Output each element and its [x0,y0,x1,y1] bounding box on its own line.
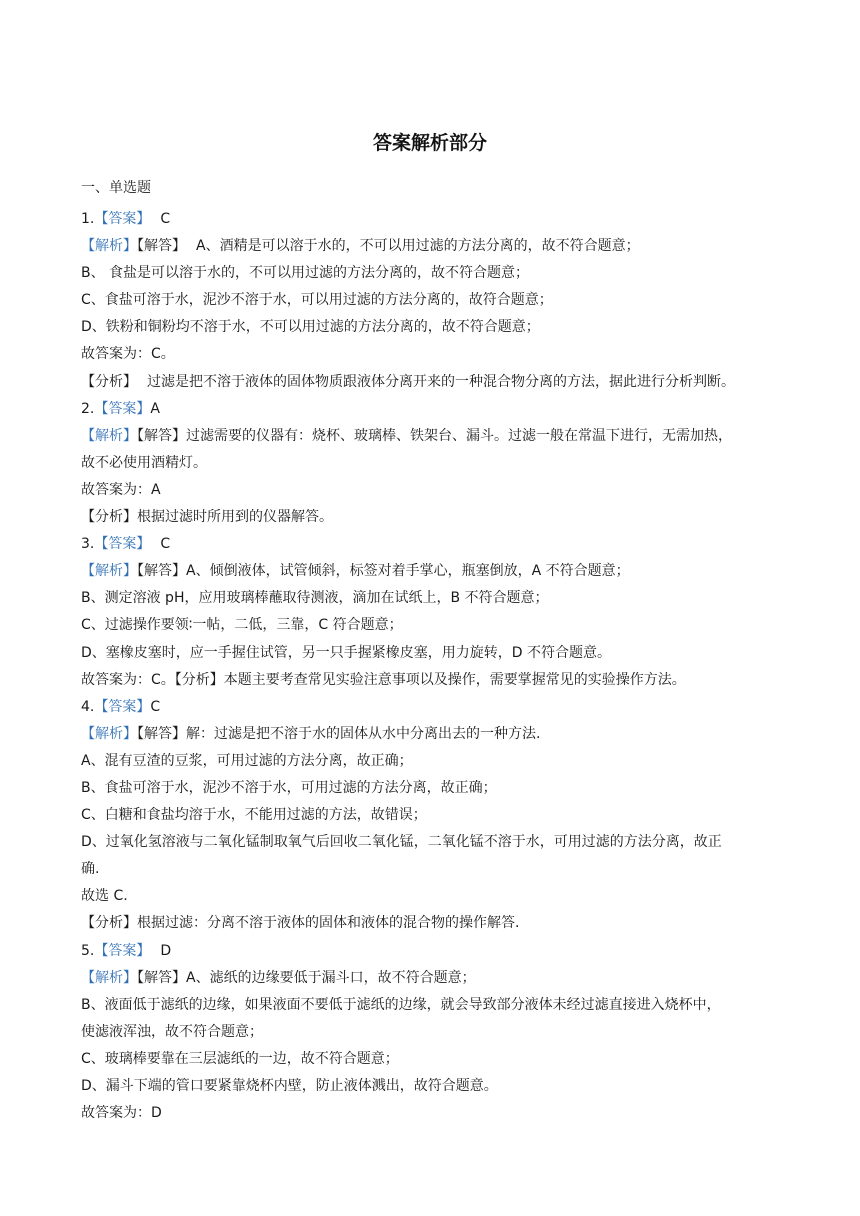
solution-tag: 【解答】 [137,238,186,255]
q1-analysis-line [81,369,781,396]
solution-tag: 【解答】 [137,969,186,986]
text-line: C、白糖和食盐均溶于水，不能用过滤的方法，故错误； [81,807,427,824]
q1-explain-line [81,233,781,260]
answer-tag: 【答案】 [94,942,151,959]
q2-analysis-line [81,504,781,531]
answer-value: D [160,942,172,959]
text-line: B、测定溶液 pH，应用玻璃棒蘸取待测液，滴加在试纸上，B 不符合题意； [81,590,549,607]
answer-value: C [160,211,171,227]
explain-tag: 【解析】 [81,427,137,444]
text-line: B、 食盐是可以溶于水的，不可以用过滤的方法分离的，故不符合题意； [81,265,530,282]
page-title: 答案解析部分 [372,132,487,154]
text-line: D、铁粉和铜粉均不溶于水，不可以用过滤的方法分离的，故不符合题意； [81,319,540,336]
text-line: 故不必使用酒精灯。 [81,454,207,471]
question-number: 4. [81,698,95,715]
answer-value: C [150,698,161,715]
q5-explain-line [81,965,781,992]
text-line: D、过氧化氢溶液与二氧化锰制取氧气后回收二氧化锰，二氧化锰不溶于水，可用过滤的方法分离，故正 [81,834,722,851]
q4-answer-line [81,694,781,721]
q2-answer-line [81,396,781,423]
text-line: D、塞橡皮塞时，应一手握住试管，另一只手握紧橡皮塞，用力旋转，D 不符合题意。 [81,644,612,661]
text-line: 故答案为：D [81,1105,162,1122]
q3-explain-line [81,558,781,585]
explain-tag: 【解析】 [81,725,137,742]
analysis-tag: 【分析】 [81,915,137,932]
analysis-tag: 【分析】 [174,671,224,688]
solution-tag: 【解答】 [137,427,186,444]
text-line: 使滤液浑浊，故不符合题意； [81,1023,263,1040]
text-line: 确. [81,861,100,878]
q4-analysis-line [81,910,781,937]
text-line: D、漏斗下端的管口要紧靠烧杯内壁，防止液体溅出，故符合题意。 [81,1078,498,1094]
text-line: A、滤纸的边缘要低于漏斗口，故不符合题意； [186,969,476,986]
solution-tag: 【解答】 [137,563,186,580]
analysis-text: 根据过滤时所用到的仪器解答。 [137,509,333,526]
answer-value: A [150,400,160,417]
question-number: 3. [81,536,95,553]
explain-tag: 【解析】 [81,563,137,580]
analysis-text: 根据过滤：分离不溶于液体的固体和液体的混合物的操作解答. [137,915,520,932]
text-line: C、玻璃棒要靠在三层滤纸的一边，故不符合题意； [81,1050,399,1067]
question-number: 5. [81,942,95,959]
q3-final-analysis-line [81,667,781,694]
text-line: 解：过滤是把不溶于水的固体从水中分离出去的一种方法. [186,725,541,742]
answer-body [81,206,781,1127]
question-number: 2. [81,400,95,417]
answer-tag: 【答案】 [94,698,151,715]
q5-answer-line [81,938,781,965]
section-heading: 一、单选题 [81,180,151,196]
text-line: 故答案为：C。 [81,346,175,363]
text-line: C、过滤操作要领∶一帖，二低，三靠，C 符合题意； [81,617,403,634]
text-line: C、食盐可溶于水，泥沙不溶于水，可以用过滤的方法分离的，故符合题意； [81,292,553,309]
text-line: 故答案为：A [81,481,161,498]
text-line: B、食盐可溶于水，泥沙不溶于水，可用过滤的方法分离，故正确； [81,779,497,796]
explain-tag: 【解析】 [81,238,137,255]
text-line: 故选 C. [81,888,128,905]
answer-tag: 【答案】 [94,211,151,227]
q1-answer-line [81,206,781,233]
answer-tag: 【答案】 [94,536,151,553]
explain-tag: 【解析】 [81,969,137,986]
solution-tag: 【解答】 [137,725,186,742]
answer-tag: 【答案】 [94,400,151,417]
text-line: 故答案为：C。 [81,671,175,688]
text-line: A、混有豆渣的豆浆，可用过滤的方法分离，故正确； [81,752,413,769]
text-line: A、倾倒液体，试管倾斜，标签对着手掌心，瓶塞倒放，A 不符合题意； [186,563,630,580]
q2-explain-line [81,423,781,450]
q3-answer-line [81,531,781,558]
analysis-tag: 【分析】 [81,373,137,390]
text-line: B、液面低于滤纸的边缘，如果液面不要低于滤纸的边缘，就会导致部分液体未经过滤直接进入烧杯中， [81,996,721,1013]
analysis-text: 本题主要考查常见实验注意事项以及操作，需要掌握常见的实验操作方法。 [223,671,686,688]
q4-explain-line [81,721,781,748]
question-number: 1. [81,211,95,227]
analysis-tag: 【分析】 [81,509,137,526]
answer-value: C [160,536,171,553]
text-line: 过滤需要的仪器有：烧杯、玻璃棒、铁架台、漏斗。过滤一般在常温下进行，无需加热， [186,427,732,444]
text-line: A、酒精是可以溶于水的，不可以用过滤的方法分离的，故不符合题意； [196,238,640,255]
analysis-text: 过滤是把不溶于液体的固体物质跟液体分离开来的一种混合物分离的方法，据此进行分析判断。 [147,373,735,390]
